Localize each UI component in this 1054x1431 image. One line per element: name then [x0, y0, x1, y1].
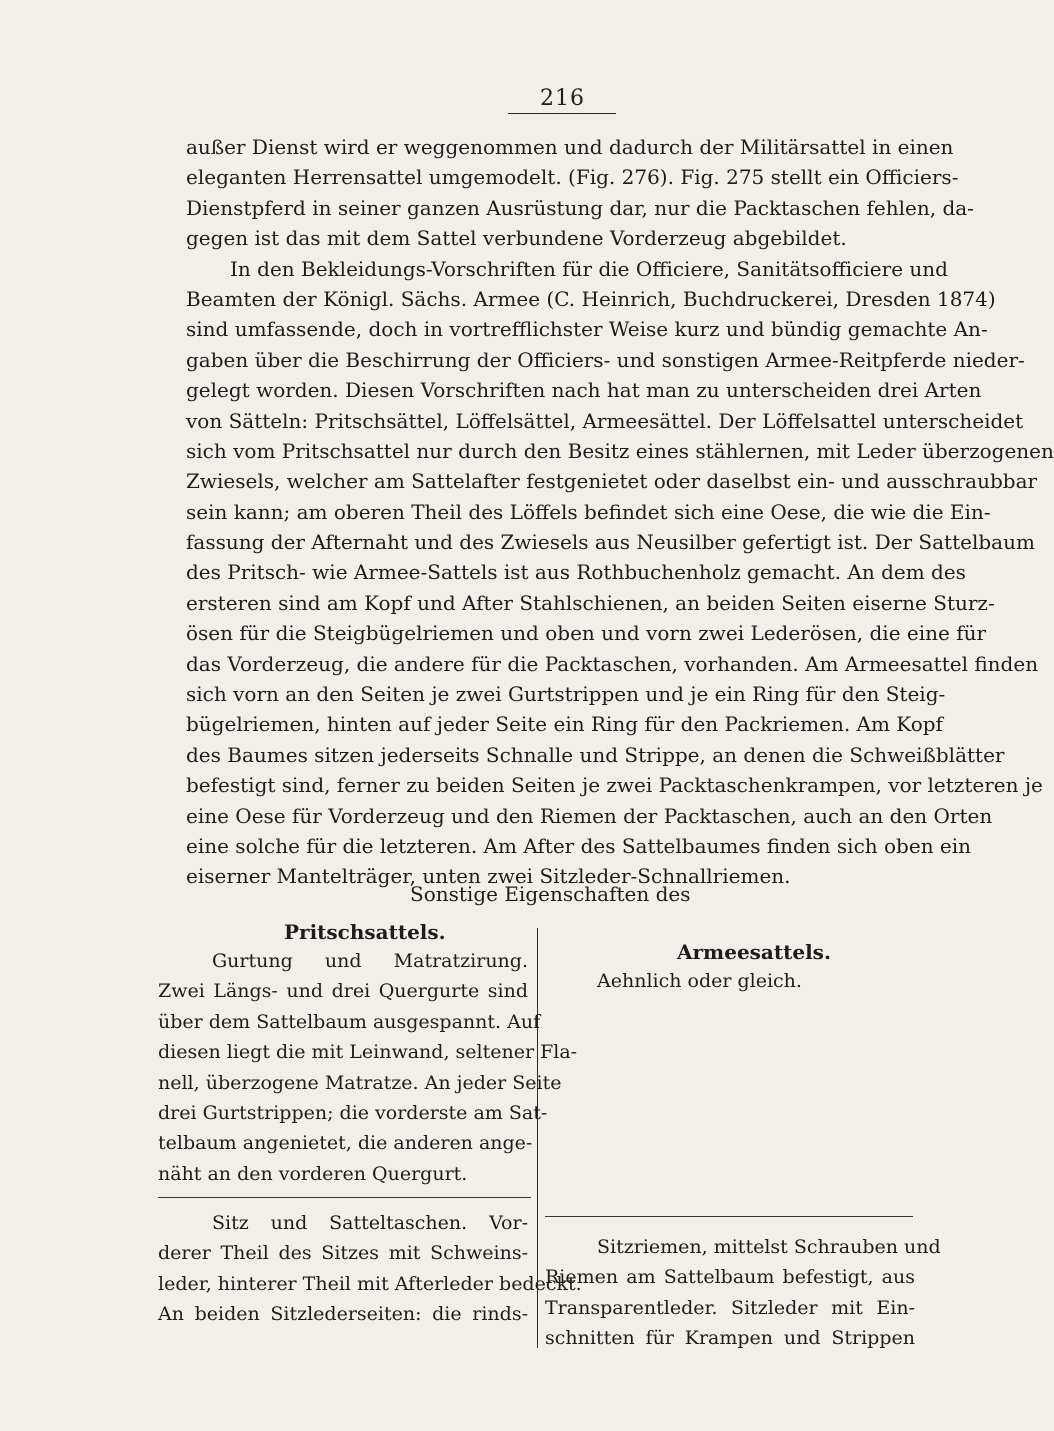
body-line: In den Bekleidungs-Vorschriften für die Officiere, Sanitätsofficiere und — [230, 256, 948, 281]
body-line: bügelriemen, hinten auf jeder Seite ein Ring für den Packriemen. Am Kopf — [186, 712, 943, 737]
body-line: des Baumes sitzen jederseits Schnalle und Strippe, an denen die Schweißblätter — [186, 742, 1005, 767]
body-line: von Sätteln: Pritschsättel, Löffelsättel, Armeesättel. Der Löffelsattel unterscheidet — [186, 408, 1024, 433]
left-column-heading: Pritschsattels. — [284, 920, 446, 944]
body-text — [186, 132, 1054, 892]
right-column-line: Aehnlich oder gleich. — [597, 970, 802, 992]
right-column-line: Transparentleder. Sitzleder mit Ein- — [545, 1296, 915, 1319]
body-line: eine solche für die letzteren. Am After des Sattelbaumes finden sich oben ein — [186, 833, 972, 858]
right-column-line: Riemen am Sattelbaum befestigt, aus — [545, 1266, 915, 1289]
page-number: 216 — [540, 86, 585, 111]
left-column-line: näht an den vorderen Quergurt. — [158, 1162, 468, 1185]
right-column-line: schnitten für Krampen und Strippen — [545, 1327, 915, 1350]
body-line: Zwiesels, welcher am Sattelafter festgenietet oder daselbst ein- und ausschraubbar — [186, 469, 1038, 494]
left-column-line: An beiden Sitzlederseiten: die rinds- — [158, 1303, 528, 1326]
body-line: des Pritsch- wie Armee-Sattels ist aus Rothbuchenholz gemacht. An dem des — [186, 560, 966, 585]
right-column-separator — [545, 1216, 913, 1217]
left-column-line: Gurtung und Matratzirung. — [212, 950, 528, 972]
body-line: sich vorn an den Seiten je zwei Gurtstrippen und je ein Ring für den Steig- — [186, 682, 946, 707]
body-line: fassung der Afternaht und des Zwiesels aus Neusilber gefertigt ist. Der Sattelbaum — [186, 530, 1035, 555]
left-column-line: über dem Sattelbaum ausgespannt. Auf — [158, 1010, 541, 1033]
left-column-line: leder, hinterer Theil mit Afterleder bedeckt. — [158, 1272, 582, 1295]
right-column-lower — [545, 1232, 941, 1354]
body-line: eine Oese für Vorderzeug und den Riemen der Packtaschen, auch an den Orten — [186, 803, 993, 828]
right-column — [545, 918, 915, 996]
right-column-line: Sitzriemen, mittelst Schrauben und — [597, 1236, 941, 1258]
body-line: ösen für die Steigbügelriemen und oben und vorn zwei Lederösen, die eine für — [186, 621, 987, 646]
body-line: sich vom Pritschsattel nur durch den Besitz eines stählernen, mit Leder überzogenen — [186, 438, 1054, 463]
body-line: befestigt sind, ferner zu beiden Seiten je zwei Packtaschenkrampen, vor letzteren je — [186, 773, 1043, 798]
left-column-line: diesen liegt die mit Leinwand, seltener Fla- — [158, 1041, 578, 1064]
body-line: sind umfassende, doch in vortrefflichster Weise kurz und bündig gemachte An- — [186, 317, 988, 342]
body-line: gelegt worden. Diesen Vorschriften nach hat man zu unterscheiden drei Arten — [186, 378, 982, 403]
body-line: gegen ist das mit dem Sattel verbundene Vorderzeug abgebildet. — [186, 226, 847, 251]
body-line: gaben über die Beschirrung der Officiers- und sonstigen Armee-Reitpferde nieder- — [186, 347, 1025, 372]
left-column-line: Sitz und Satteltaschen. Vor- — [212, 1212, 528, 1234]
body-line: Dienstpferd in seiner ganzen Ausrüstung dar, nur die Packtaschen fehlen, da- — [186, 195, 974, 220]
left-column-line: derer Theil des Sitzes mit Schweins- — [158, 1242, 528, 1265]
body-line: das Vorderzeug, die andere für die Packtaschen, vorhanden. Am Armeesattel finden — [186, 651, 1039, 676]
right-column-heading: Armeesattels. — [677, 940, 831, 964]
body-line: Beamten der Königl. Sächs. Armee (C. Heinrich, Buchdruckerei, Dresden 1874) — [186, 286, 996, 311]
body-line: ersteren sind am Kopf und After Stahlschienen, an beiden Seiten eiserne Sturz- — [186, 590, 995, 615]
section-caption: Sonstige Eigenschaften des — [410, 882, 691, 906]
page-number-rule — [508, 113, 616, 114]
left-column-line: telbaum angenietet, die anderen ange- — [158, 1132, 533, 1155]
left-column-line: nell, überzogene Matratze. An jeder Seite — [158, 1071, 562, 1094]
body-line: außer Dienst wird er weggenommen und dadurch der Militärsattel in einen — [186, 135, 954, 159]
left-column-lower — [158, 1208, 582, 1330]
left-column-line: Zwei Längs- und drei Quergurte sind — [158, 980, 528, 1003]
body-line: eiserner Mantelträger, unten zwei Sitzleder-Schnallriemen. — [186, 864, 791, 889]
body-line: eleganten Herrensattel umgemodelt. (Fig. 276). Fig. 275 stellt ein Officiers- — [186, 165, 959, 190]
left-column — [158, 918, 578, 1189]
body-line: sein kann; am oberen Theil des Löffels befindet sich eine Oese, die wie die Ein- — [186, 499, 991, 524]
left-column-separator — [158, 1197, 531, 1198]
left-column-line: drei Gurtstrippen; die vorderste am Sat- — [158, 1101, 548, 1124]
